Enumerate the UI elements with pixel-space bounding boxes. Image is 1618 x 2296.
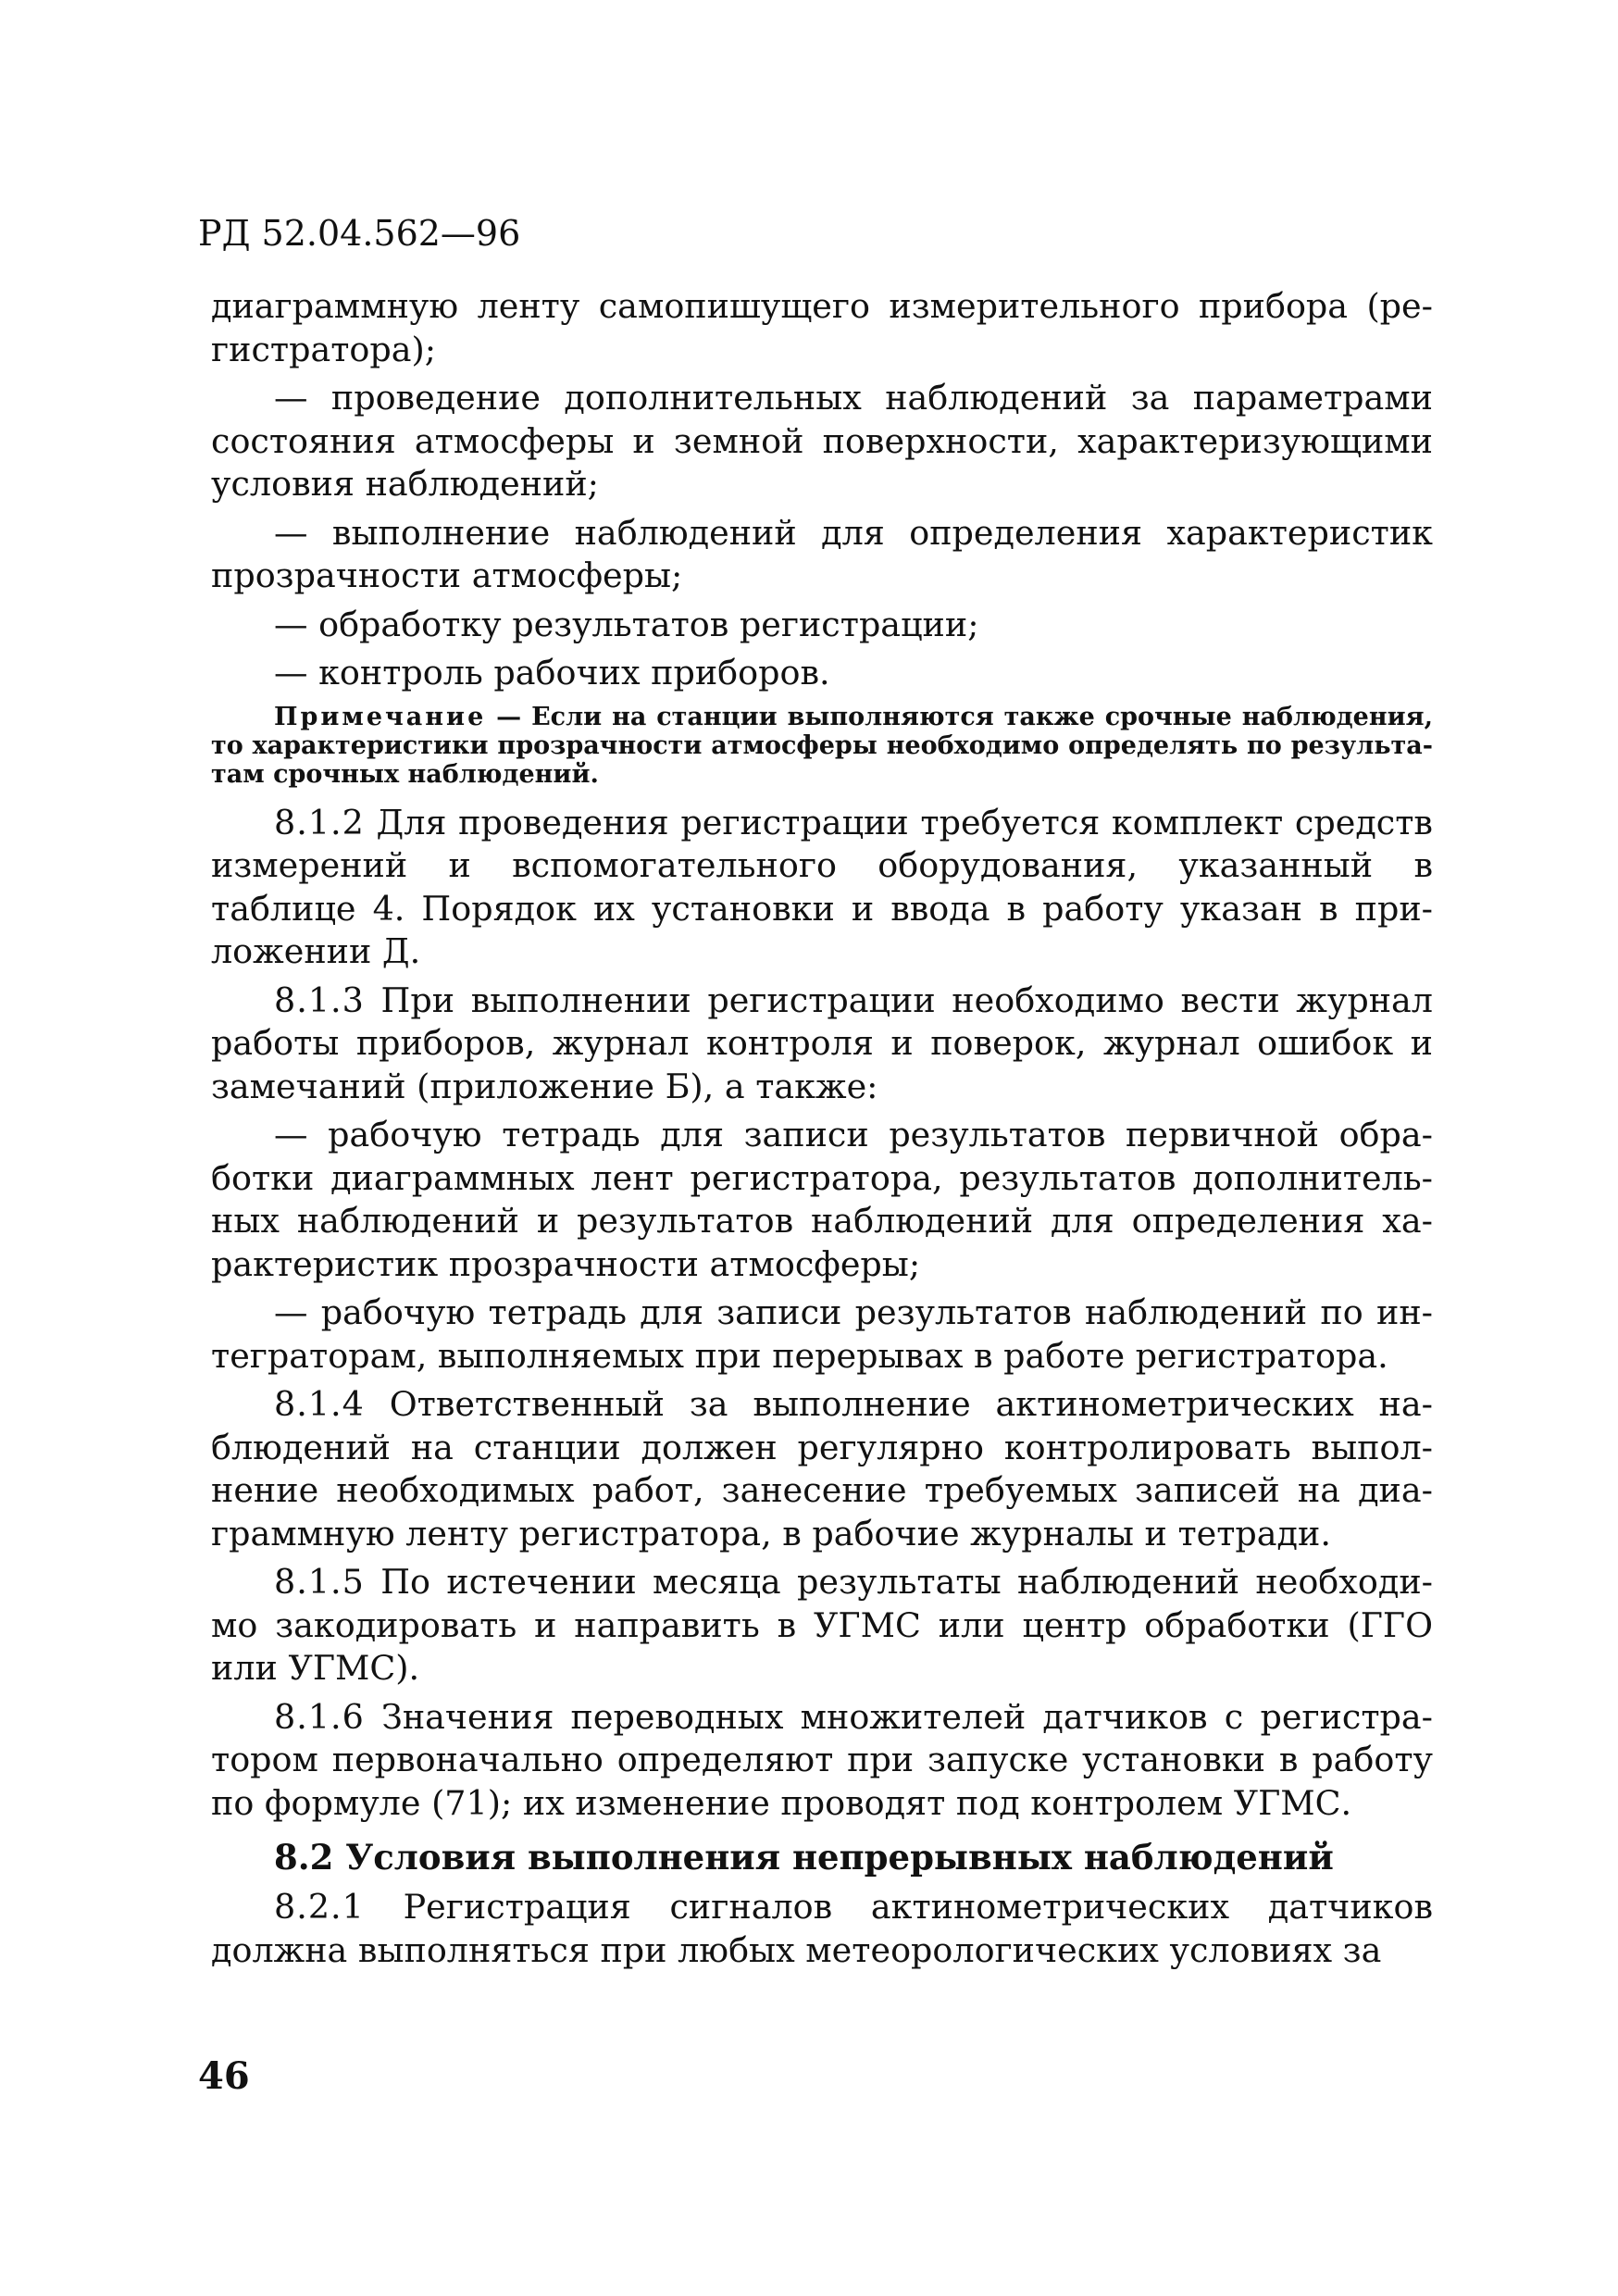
list-item-additional-observations: — проведение дополнительных наблюдений за параметрами состояния атмосферы и земной поверхности, характеризующими условия наблюдений; <box>211 378 1433 504</box>
clause-text: Для проведения регистрации требуется комплект средств измерений и вспомогательного оборудования, указанный в таблице 4. Порядок их установки и ввода в работу указан в приложении Д. <box>211 802 1433 971</box>
clause-text: По истечении месяца результаты наблюдений необходимо закодировать и направить в УГМС или центр обработки (ГГО или УГМС). <box>211 1562 1433 1688</box>
note-block <box>211 703 1433 789</box>
document-code-header: РД 52.04.562—96 <box>198 213 521 254</box>
page-number: 46 <box>198 2054 250 2098</box>
clause-number: 8.1.3 <box>274 980 365 1020</box>
list-item-processing-results: — обработку результатов регистрации; <box>274 604 979 644</box>
clause-number: 8.1.4 <box>274 1384 365 1424</box>
clause-number: 8.2.1 <box>274 1887 365 1927</box>
note-label: Примечание <box>274 702 487 731</box>
page-body <box>211 285 1433 1978</box>
clause-text: Значения переводных множителей датчиков с регистратором первоначально определяют при запуске установки в работу по формуле (71); их изменение проводят под контролем УГМС. <box>211 1696 1433 1823</box>
clause-number: 8.1.5 <box>274 1562 365 1602</box>
list-item-transparency-observations: — выполнение наблюдений для определения характеристик прозрачности атмосферы; <box>211 512 1433 595</box>
clause-8-1-6 <box>211 1696 1433 1826</box>
list-item-workbook-primary: — рабочую тетрадь для записи результатов первичной обработки диаграммных лент регистратора, результатов дополнительных наблюдений и результатов наблюдений для определения характеристик прозрачности атмосферы; <box>211 1115 1433 1284</box>
list-item-workbook-integrators: — рабочую тетрадь для записи результатов наблюдений по интеграторам, выполняемых при перерывах в работе регистратора. <box>211 1292 1433 1376</box>
list-item-instrument-control: — контроль рабочих приборов. <box>274 653 830 693</box>
clause-text: При выполнении регистрации необходимо вести журнал работы приборов, журнал контроля и поверок, журнал ошибок и замечаний (приложение Б), а также: <box>211 980 1433 1106</box>
note-text: — Если на станции выполняются также срочные наблюдения, то характеристики прозрачности атмосферы необходимо определять по результатам срочных наблюдений. <box>211 702 1433 789</box>
clause-text: Ответственный за выполнение актинометрических наблюдений на станции должен регулярно контролировать выполнение необходимых работ, занесение требуемых записей на диаграммную ленту регистратора, в рабочие журналы и тетради. <box>211 1384 1433 1554</box>
clause-8-1-2 <box>211 802 1433 974</box>
clause-8-1-5 <box>211 1561 1433 1691</box>
section-heading-8-2: 8.2 Условия выполнения непрерывных наблюдений <box>274 1837 1334 1878</box>
clause-number: 8.1.6 <box>274 1696 365 1737</box>
clause-8-1-4 <box>211 1383 1433 1555</box>
clause-8-2-1 <box>211 1886 1433 1972</box>
clause-8-1-3 <box>211 980 1433 1109</box>
clause-number: 8.1.2 <box>274 802 365 842</box>
paragraph-continuation: диаграммную ленту самопишущего измерительного прибора (регистратора); <box>211 286 1433 369</box>
clause-text: Регистрация сигналов актинометрических датчиков должна выполняться при любых метеорологических условиях за <box>211 1887 1433 1970</box>
